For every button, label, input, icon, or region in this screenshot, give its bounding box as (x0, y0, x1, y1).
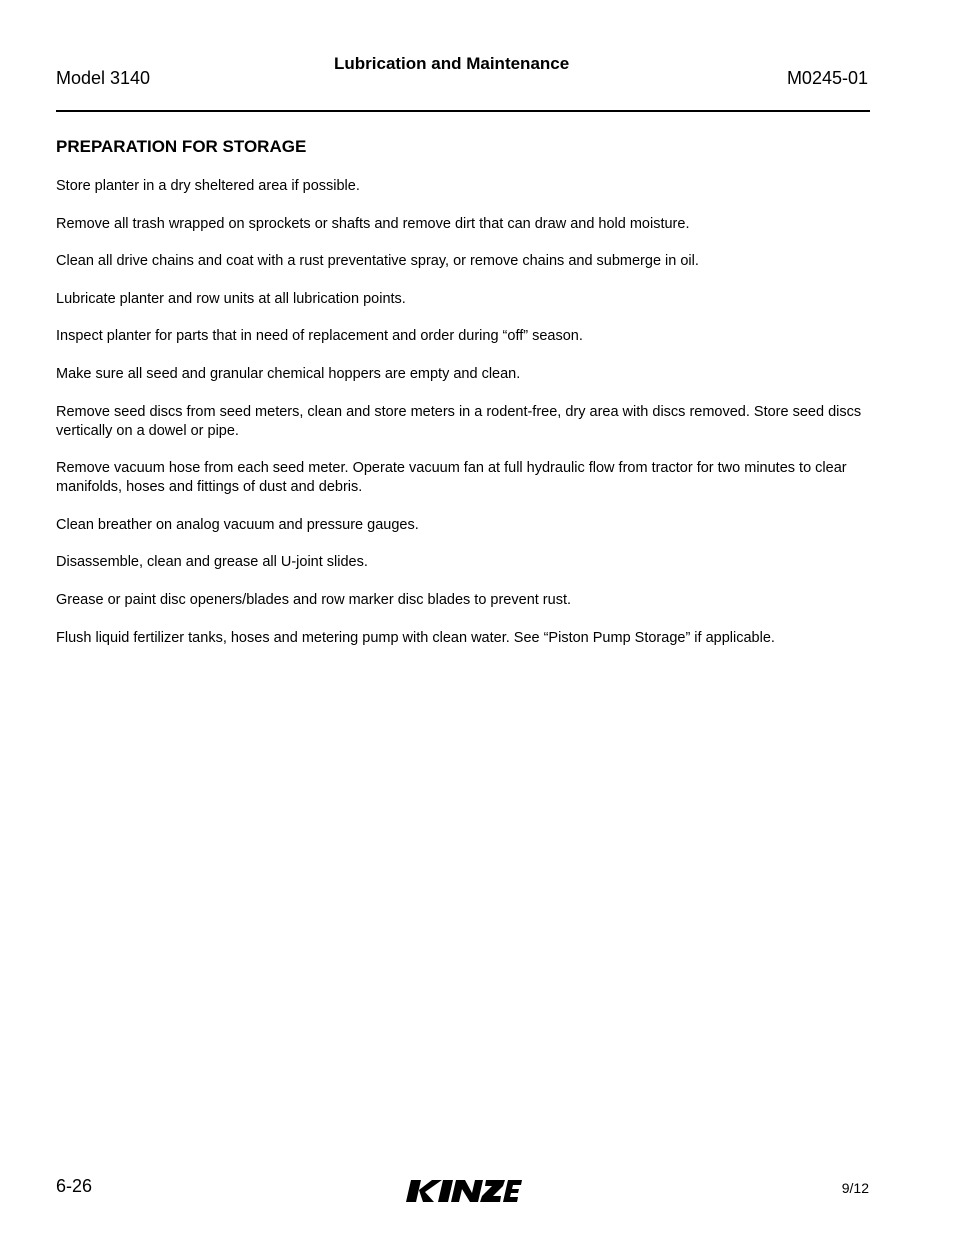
header-doc-number: M0245-01 (786, 68, 868, 88)
instruction-paragraph: Clean breather on analog vacuum and pressure gauges. (56, 516, 419, 533)
header-model: Model 3140 (56, 68, 151, 88)
instruction-paragraph: Flush liquid fertilizer tanks, hoses and metering pump with clean water. See “Piston Pump Storage” if applicable. (56, 629, 775, 646)
footer-page-number: 6-26 (56, 1176, 93, 1196)
instruction-paragraph: Make sure all seed and granular chemical hoppers are empty and clean. (56, 365, 521, 382)
instruction-paragraph: Clean all drive chains and coat with a rust preventative spray, or remove chains and submerge in oil. (56, 253, 699, 270)
instruction-paragraph: Disassemble, clean and grease all U-joint slides. (56, 554, 368, 571)
instruction-paragraph: Remove seed discs from seed meters, clean and store meters in a rodent-free, dry area with discs removed. Store seed discs vertically on a dowel or pipe. (56, 403, 862, 439)
instruction-paragraph: Remove all trash wrapped on sprockets or shafts and remove dirt that can draw and hold moisture. (56, 215, 690, 232)
instruction-paragraph: Remove vacuum hose from each seed meter. Operate vacuum fan at full hydraulic flow from tractor for two minutes to clear manifolds, hoses and fittings of dust and debris. (56, 460, 847, 496)
footer-date: 9/12 (841, 1180, 869, 1196)
storage-instructions (56, 177, 870, 666)
kinze-logo (405, 1178, 522, 1204)
section-heading: PREPARATION FOR STORAGE (56, 137, 307, 156)
instruction-paragraph: Lubricate planter and row units at all lubrication points. (56, 290, 406, 307)
header-section-title: Lubrication and Maintenance (334, 54, 570, 73)
instruction-paragraph: Grease or paint disc openers/blades and row marker disc blades to prevent rust. (56, 591, 572, 608)
instruction-paragraph: Store planter in a dry sheltered area if possible. (56, 178, 360, 194)
instruction-paragraph: Inspect planter for parts that in need of replacement and order during “off” season. (56, 328, 583, 345)
header-divider (56, 110, 870, 112)
